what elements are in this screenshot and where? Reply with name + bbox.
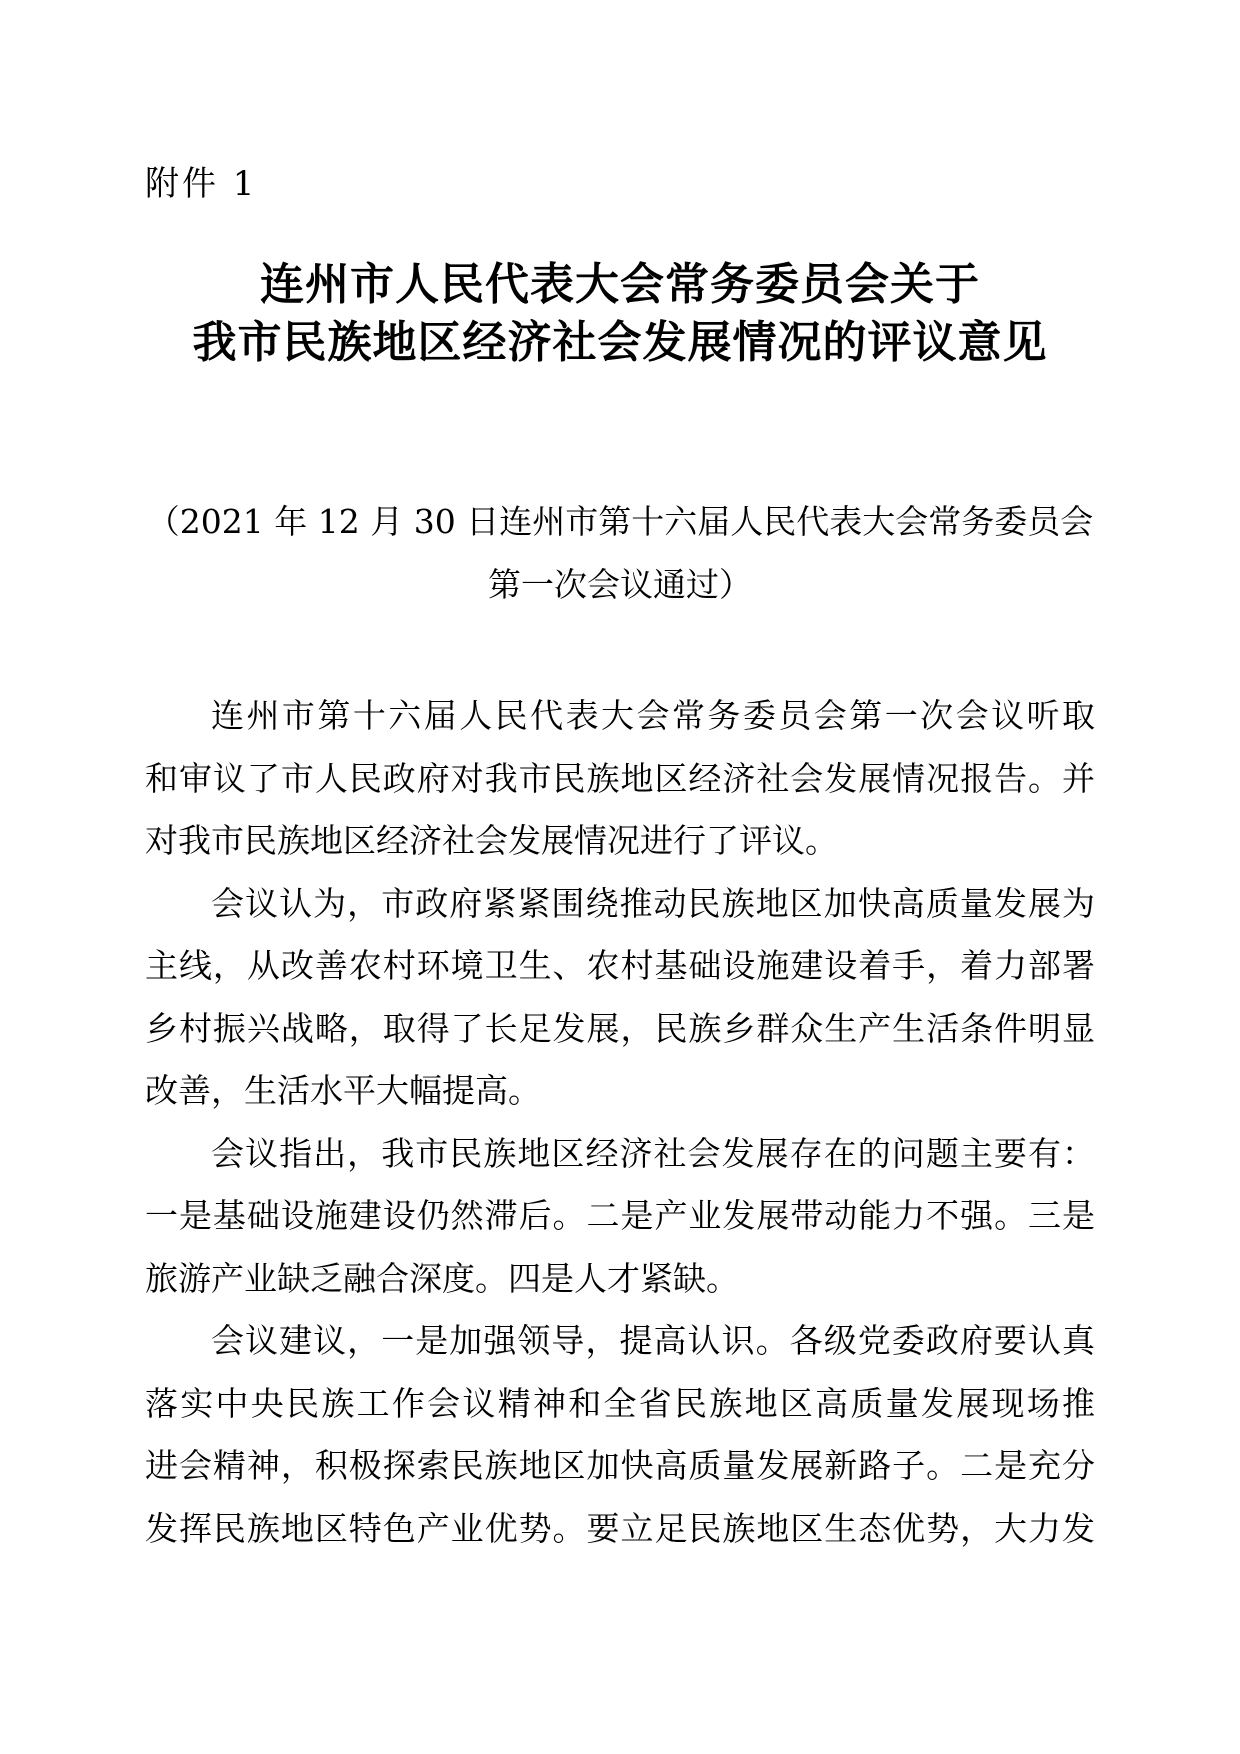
- document-title: [145, 256, 1095, 372]
- body-line: 主线，从改善农村环境卫生、农村基础设施建设着手，着力部署: [145, 946, 1095, 985]
- body-line: 旅游产业缺乏融合深度。四是人才紧缺。: [145, 1258, 739, 1298]
- body-line: 乡村振兴战略，取得了长足发展，民族乡群众生产生活条件明显: [145, 1008, 1095, 1048]
- body-text: [145, 685, 1095, 1560]
- document-title-line-1: 连州市人民代表大会常务委员会关于: [260, 259, 980, 310]
- body-line: 一是基础设施建设仍然滞后。二是产业发展带动能力不强。三是: [145, 1196, 1095, 1235]
- meeting-adoption-note: [145, 490, 1095, 616]
- meeting-adoption-note-line-1: （2021 年 12 月 30 日连州市第十六届人民代表大会常务委员会: [146, 502, 1094, 541]
- body-line: 会议建议，一是加强领导，提高认识。各级党委政府要认真: [211, 1321, 1095, 1360]
- body-line: 改善，生活水平大幅提高。: [145, 1071, 541, 1110]
- body-line: 会议认为，市政府紧紧围绕推动民族地区加快高质量发展为: [211, 883, 1095, 923]
- body-line: 和审议了市人民政府对我市民族地区经济社会发展情况报告。并: [145, 758, 1095, 798]
- attachment-label: 附件 1: [145, 164, 258, 204]
- body-line: 进会精神，积极探索民族地区加快高质量发展新路子。二是充分: [145, 1446, 1095, 1485]
- body-line: 发挥民族地区特色产业优势。要立足民族地区生态优势，大力发: [145, 1508, 1095, 1548]
- document-title-line-2: 我市民族地区经济社会发展情况的评议意见: [192, 317, 1048, 368]
- body-line: 对我市民族地区经济社会发展情况进行了评议。: [145, 821, 838, 860]
- meeting-adoption-note-line-2: 第一次会议通过）: [488, 565, 752, 604]
- body-line: 会议指出，我市民族地区经济社会发展存在的问题主要有：: [211, 1133, 1095, 1173]
- body-line: 落实中央民族工作会议精神和全省民族地区高质量发展现场推: [145, 1383, 1095, 1423]
- body-line: 连州市第十六届人民代表大会常务委员会第一次会议听取: [211, 696, 1095, 735]
